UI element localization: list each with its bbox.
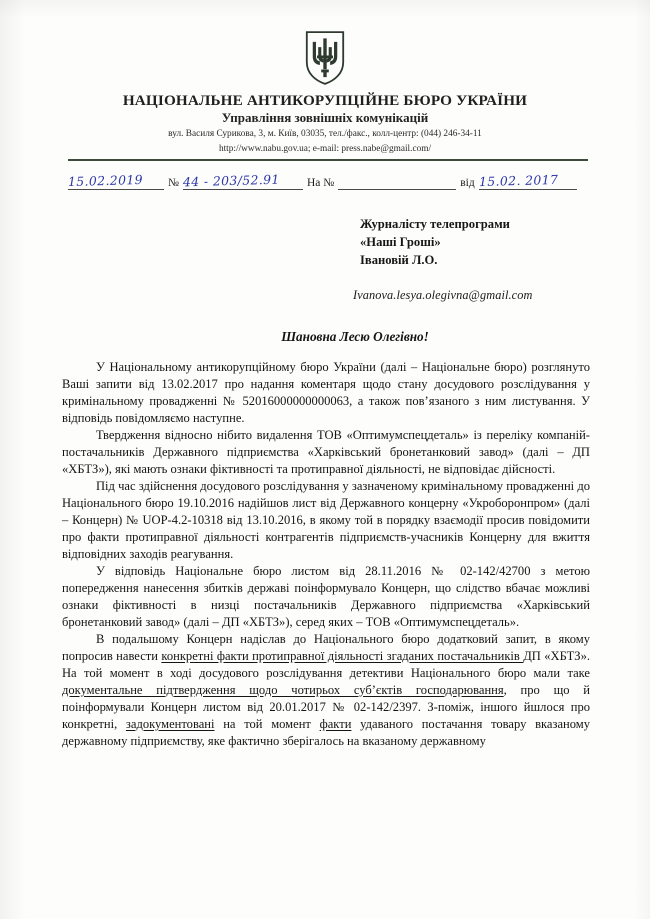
body-paragraph-3: Під час здійснення досудового розслідування у зазначеному кримінальному провадженні до Національного бюро 19.10.2016 надійшов лист від Державного концерну «Укроборонпром» (далі – Концерн) № UOP-4.2-10318 від 13.10.2016, в якому той в порядку взаємодії просив повідомити про факти протиправної діяльності контрагентів підприємств-учасників Концерну для вжиття відповідних заходів реагування.	[62, 478, 590, 561]
body-paragraph-5	[62, 631, 590, 750]
organization-title: НАЦІОНАЛЬНЕ АНТИКОРУПЦІЙНЕ БЮРО УКРАЇНИ	[122, 92, 528, 109]
outgoing-number-handwritten: 44 - 203/52.91	[182, 171, 280, 190]
from-date-label: від	[460, 177, 475, 190]
letter-body	[62, 359, 590, 750]
addressee-email: Ivanova.lesya.olegivna@gmail.com	[353, 287, 533, 302]
body-paragraph-4: У відповідь Національне бюро листом від 28.11.2016 № 02-142/42700 з метою попередження нанесення збитків державі поінформувало Концерн, що слідство вбачає можливі ознаки фіктивності в низці постачальників Державного підприємства «Харківський бронетанковий завод» (далі – ДП «ХБТЗ»), серед яких – ТОВ «Оптимумспецдеталь».	[62, 563, 590, 629]
p5-underlined-1: конкретні факти протиправної діяльності згаданих постачальників	[161, 648, 524, 663]
letterhead-divider-rule	[68, 159, 588, 190]
from-date-slot	[479, 172, 577, 190]
letterhead	[0, 0, 650, 155]
p5-segment-1: В подальшому Концерн надіслав до Національного бюро додатковий запит, в якому попросив навести	[62, 631, 590, 663]
p5-segment-4: на той момент	[214, 716, 320, 731]
p5-underlined-3: задокументовані	[125, 716, 215, 731]
from-date-handwritten: 15.02. 2017	[478, 172, 559, 190]
outgoing-number-slot	[183, 172, 303, 190]
p5-segment-3: , про що й поінформували Концерн листом від 20.01.2017 № 02-142/2397. З-поміж, іншого йшлося про конкретні,	[62, 682, 590, 731]
outgoing-date-handwritten: 15.02.2019	[67, 172, 144, 190]
p5-segment-2: ДП «ХБТЗ». На той момент в ході досудового розслідування детективи Національного бюро мали таке	[62, 648, 590, 680]
reference-row	[68, 164, 588, 190]
website-email-line: http://www.nabu.gov.ua; e-mail: press.nabe@gmail.com/	[218, 143, 432, 154]
address-line: вул. Василя Сурикова, 3, м. Київ, 03035, тел./факс., колл-центр: (044) 246-34-11	[168, 129, 482, 140]
number-symbol-label: №	[168, 177, 179, 190]
addressee-block	[0, 216, 610, 270]
outgoing-date-slot	[68, 172, 164, 190]
p5-underlined-2: документальне підтвердження щодо чотирьох суб’єктів господарювання	[62, 682, 504, 697]
reply-to-label: На №	[306, 177, 335, 190]
addressee-line-1: Журналісту телепрограми	[360, 217, 510, 232]
department-title: Управління зовнішніх комунікацій	[221, 110, 429, 126]
body-paragraph-1: У Національному антикорупційному бюро України (далі – Національне бюро) розглянуто Ваші запити від 13.02.2017 про надання коментаря щодо стану досудового розслідування у кримінальному провадженні № 52016000000000063, а також пов’язаного з ним листування. У відповідь повідомляємо наступне.	[62, 359, 590, 425]
p5-underlined-4: факти	[319, 716, 352, 731]
addressee-line-3: Івановій Л.О.	[360, 252, 438, 267]
addressee-line-2: «Наші Гроші»	[360, 235, 441, 250]
body-paragraph-2: Твердження відносно нібито видалення ТОВ «Оптимумспецдеталь» із переліку компаній-постачальників Державного підприємства «Харківський бронетанковий завод» (далі – ДП «ХБТЗ»), які мають ознаки фіктивності та протиправної діяльності, не відповідає дійсності.	[62, 427, 590, 476]
p5-segment-5: удаваного постачання товару вказаному державному підприємству, яке фактично зберігалось на вказаному державному	[62, 716, 590, 748]
reply-to-number-slot	[338, 172, 456, 190]
ukrainian-trident-coat-of-arms-icon	[304, 30, 346, 86]
salutation: Шановна Лесю Олегівно!	[281, 328, 429, 344]
